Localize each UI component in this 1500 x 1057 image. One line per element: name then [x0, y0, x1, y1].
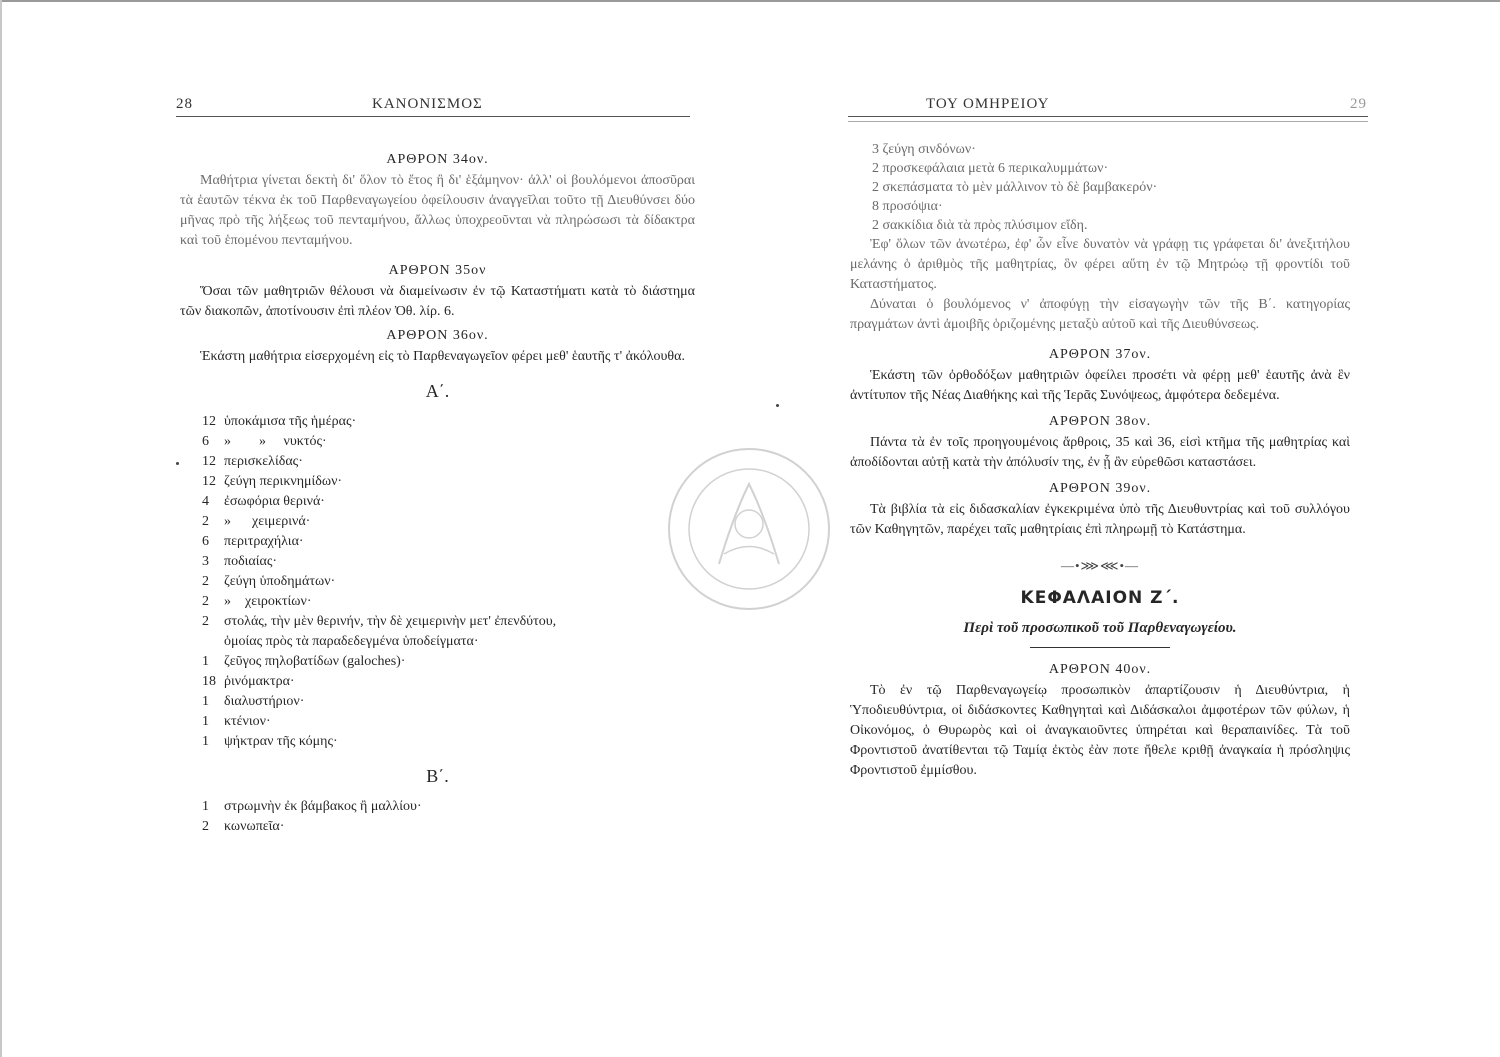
list-item: 12 περισκελίδας·: [202, 454, 303, 469]
list-item: 2 » χειροκτίων·: [202, 594, 312, 609]
continued-text-2: Δύναται ὁ βουλόμενος ν' ἀποφύγῃ τὴν εἰσαγωγὴν τῶν τῆς Β΄. κατηγορίας πραγμάτων ἀντὶ ἀμοιβῆς ὁριζομένης μεταξὺ αὐτοῦ καὶ τῆς Διευθύνσεως.: [850, 297, 1350, 332]
list-item: 18 ῥινόμακτρα·: [202, 674, 295, 689]
article-35-text: Ὅσαι τῶν μαθητριῶν θέλουσι νὰ διαμείνωσιν ἐν τῷ Καταστήματι κατὰ τὸ διάστημα τῶν διακοπῶν, ἀποτίνουσιν ἐπὶ πλέον Ὀθ. λίρ. 6.: [180, 284, 695, 319]
article-38-text: Πάντα τὰ ἐν τοῖς προηγουμένοις ἄρθροις, 35 καὶ 36, εἰσὶ κτῆμα τῆς μαθητρίας καὶ ἀποδίδονται αὐτῇ κατὰ τὴν ἀπόλυσίν της, ἐν ᾗ ἂν εὑρεθῶσι καταστάσει.: [850, 435, 1350, 470]
chapter-title: ΚΕΦΑΛΑΙΟΝ Ζ΄.: [1020, 588, 1180, 608]
left-page-number: 28: [176, 96, 193, 112]
article-36-title: ΑΡΘΡΟΝ 36ον.: [386, 328, 489, 343]
article-36-text: Ἑκάστη μαθήτρια εἰσερχομένη εἰς τὸ Παρθεναγωγεῖον φέρει μεθ' ἑαυτῆς τ' ἀκόλουθα.: [200, 349, 685, 364]
list-item: 2 σακκίδια διὰ τὰ πρὸς πλύσιμον εἴδη.: [872, 218, 1088, 233]
right-header-rule: [848, 116, 1368, 117]
list-item: 1 ζεῦγος πηλοβατίδων (galoches)·: [202, 654, 406, 669]
article-35-title: ΑΡΘΡΟΝ 35ον: [388, 263, 487, 278]
list-item: 1 στρωμνὴν ἐκ βάμβακος ἢ μαλλίου·: [202, 799, 422, 814]
list-item: 2 » χειμερινά·: [202, 514, 311, 529]
list-item: 1 ψήκτραν τῆς κόμης·: [202, 734, 338, 749]
library-stamp-icon: [664, 444, 834, 614]
list-item: 2 σκεπάσματα τὸ μὲν μάλλινον τὸ δὲ βαμβακερόν·: [872, 180, 1158, 195]
list-item: 2 στολάς, τὴν μὲν θερινήν, τὴν δὲ χειμερινὴν μετ' ἐπενδύτου,: [202, 614, 557, 629]
article-37-text: Ἑκάστη τῶν ὀρθοδόξων μαθητριῶν ὀφείλει προσέτι νὰ φέρῃ μεθ' ἑαυτῆς ἀνὰ ἓν ἀντίτυπον τῆς Νέας Διαθήκης καὶ τῆς Ἱερᾶς Συνόψεως, ἀμφότερα δεδεμένα.: [850, 368, 1350, 403]
list-item: 2 ζεύγη ὑποδημάτων·: [202, 574, 336, 589]
list-item: 4 ἐσωφόρια θερινά·: [202, 494, 325, 509]
chapter-rule: [1030, 647, 1170, 648]
right-running-head: ΤΟΥ ΟΜΗΡΕΙΟΥ: [926, 96, 1050, 112]
article-37-title: ΑΡΘΡΟΝ 37ον.: [1048, 347, 1152, 362]
article-40-title: ΑΡΘΡΟΝ 40ον.: [1048, 662, 1152, 677]
continued-text-1: Ἐφ' ὅλων τῶν ἀνωτέρω, ἐφ' ὧν εἶνε δυνατὸν νὰ γράφῃ τις γράφεται δι' ἀνεξιτήλου μελάνης ὁ ἀριθμὸς τῆς μαθητρίας, ὃν φέρει αὕτη ἐν τῷ Μητρώῳ τῇ φροντίδι τοῦ Καταστήματος.: [850, 237, 1350, 292]
list-item: 1 κτένιον·: [202, 714, 271, 729]
continued-items: [872, 140, 1350, 235]
list-item: 6 » » νυκτός·: [202, 434, 327, 449]
right-header-rule-faint: [848, 121, 1368, 122]
left-running-head: ΚΑΝΟΝΙΣΜΟΣ: [372, 96, 483, 112]
right-column: [850, 140, 1350, 781]
section-a-heading: Α΄.: [425, 381, 450, 401]
section-b-heading: Β΄.: [426, 766, 449, 786]
article-39-text: Τὰ βιβλία τὰ εἰς διδασκαλίαν ἐγκεκριμένα ὑπὸ τῆς Διευθυντρίας καὶ τοῦ συλλόγου τῶν Καθηγητῶν, παρέχει ταῖς μαθητρίαις ἐπὶ πληρωμῇ τὸ Κατάστημα.: [850, 502, 1350, 537]
list-item: 12 ὑποκάμισα τῆς ἡμέρας·: [202, 414, 357, 429]
scan-speck: [776, 404, 779, 407]
article-34-text: Μαθήτρια γίνεται δεκτὴ δι' ὅλον τὸ ἔτος ἢ δι' ἑξάμηνον· ἀλλ' οἱ βουλόμενοι ἀποσῦραι τὰ ἑαυτῶν τέκνα ἐκ τοῦ Παρθεναγωγείου ὀφείλουσιν ἀναγγεῖλαι τοῦτο τῇ Διευθύνσει δύο μῆνας πρὸ τῆς λήξεως τοῦ πενταμήνου, ἄλλως ὑποχρεοῦνται νὰ πληρώσωσι τὰ δίδακτρα καὶ τοῦ ἑπομένου πενταμήνου.: [180, 173, 695, 248]
list-item: 3 ζεύγη σινδόνων·: [872, 142, 976, 157]
article-40-text: Τὸ ἐν τῷ Παρθεναγωγείῳ προσωπικὸν ἀπαρτίζουσιν ἡ Διευθύντρια, ἡ Ὑποδιευθύντρια, οἱ διδάσκοντες Καθηγηταὶ καὶ Διδάσκαλοι ἀμφοτέρων τῶν φύλων, ἡ Οἰκονόμος, ὁ Θυρωρὸς καὶ οἱ ἀναγκαιοῦντες ὑπηρέται καὶ θεραπαινίδες. Τὰ τοῦ Φροντιστοῦ ἀνατίθενται τῷ Ταμίᾳ ἐκτὸς ἐὰν ποτε ἤθελε κριθῇ ἀναγκαία ἡ πρόσληψις Φροντιστοῦ ἐμμίσθου.: [850, 683, 1350, 778]
scan-speck: [176, 462, 179, 465]
section-b-list: [202, 797, 695, 837]
article-39-title: ΑΡΘΡΟΝ 39ον.: [1048, 481, 1152, 496]
section-a-list: [202, 412, 695, 752]
chapter-subtitle: Περὶ τοῦ προσωπικοῦ τοῦ Παρθεναγωγείου.: [963, 620, 1237, 636]
article-34-title: ΑΡΘΡΟΝ 34ον.: [386, 152, 489, 167]
ornament-divider: —•⋙⋘•—: [1060, 558, 1140, 573]
left-header-rule: [176, 116, 690, 117]
list-item: 6 περιτραχήλια·: [202, 534, 304, 549]
list-item: ὁμοίας πρὸς τὰ παραδεδεγμένα ὑποδείγματα·: [224, 634, 479, 649]
right-page-number: 29: [1350, 96, 1367, 112]
list-item: 3 ποδιαίας·: [202, 554, 278, 569]
list-item: 2 προσκεφάλαια μετὰ 6 περικαλυμμάτων·: [872, 161, 1109, 176]
list-item: 1 διαλυστήριον·: [202, 694, 305, 709]
left-column: [180, 148, 695, 837]
list-item: 8 προσόψια·: [872, 199, 943, 214]
right-page: [750, 0, 1500, 1057]
list-item: 2 κωνωπεῖα·: [202, 819, 285, 834]
article-38-title: ΑΡΘΡΟΝ 38ον.: [1048, 414, 1152, 429]
list-item: 12 ζεύγη περικνημίδων·: [202, 474, 343, 489]
